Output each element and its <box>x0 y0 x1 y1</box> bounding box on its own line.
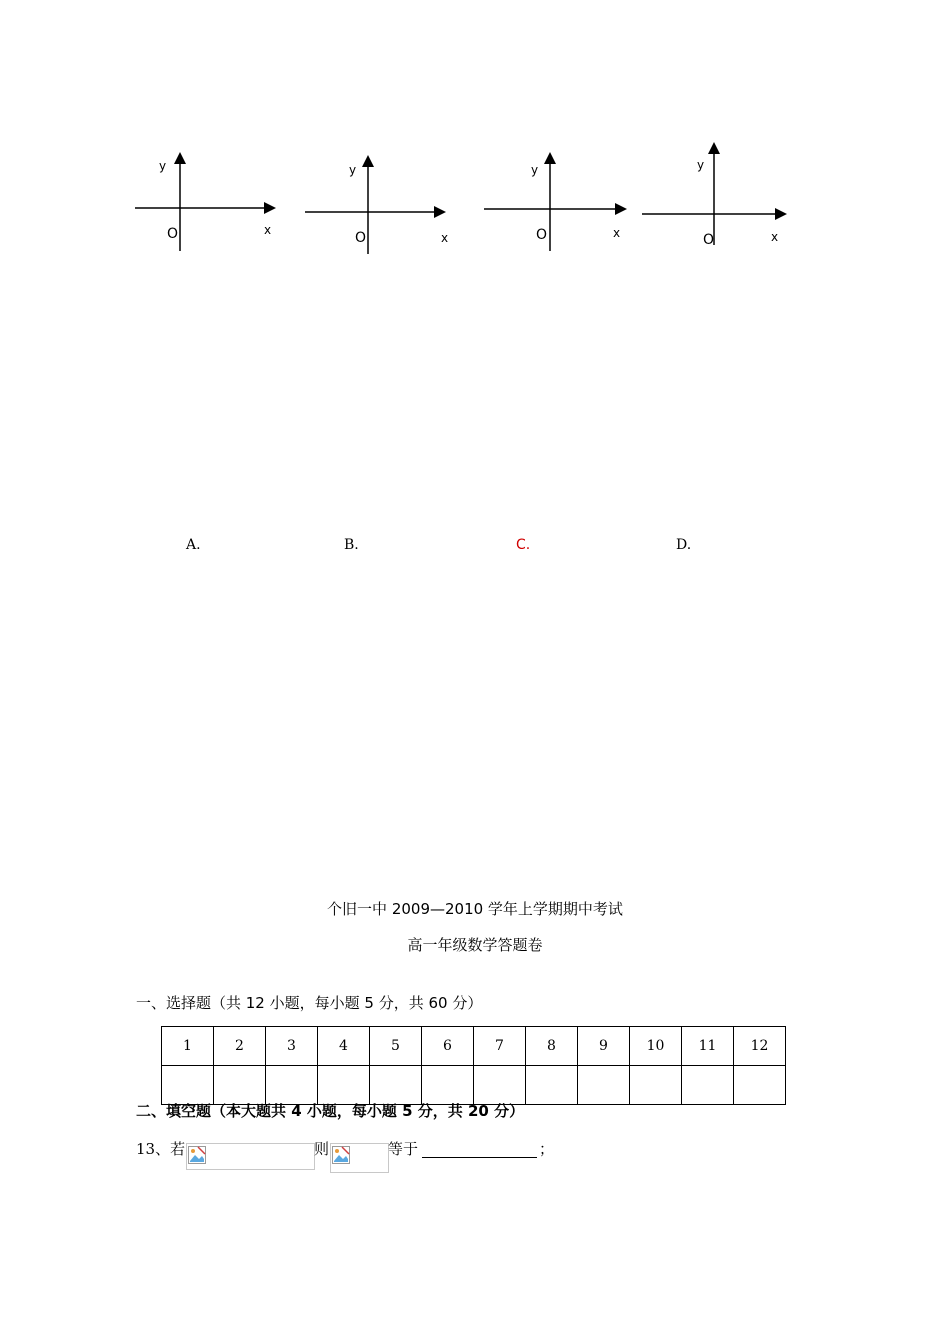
answer-table-header-row <box>162 1027 786 1066</box>
option-c: C. <box>516 537 531 553</box>
question-13-middle: 则 <box>314 1140 330 1158</box>
answer-table-answer-row <box>162 1066 786 1105</box>
origin-label: O <box>355 230 367 246</box>
question-number-cell: 6 <box>422 1027 474 1066</box>
answer-cell[interactable] <box>578 1066 630 1105</box>
answer-cell[interactable] <box>162 1066 214 1105</box>
question-number-cell: 4 <box>318 1027 370 1066</box>
question-number-cell: 5 <box>370 1027 422 1066</box>
question-13-end: ； <box>539 1140 555 1158</box>
option-a: A. <box>186 537 201 553</box>
coordinate-graph-2 <box>300 148 460 263</box>
coordinate-graph-3 <box>480 145 640 260</box>
answer-cell[interactable] <box>422 1066 474 1105</box>
answer-cell[interactable] <box>734 1066 786 1105</box>
question-number-cell: 7 <box>474 1027 526 1066</box>
question-13-number: 13、若 <box>136 1140 186 1158</box>
question-13-after: 等于 <box>388 1140 419 1158</box>
question-number-cell: 11 <box>682 1027 734 1066</box>
x-axis-label: x <box>264 223 272 237</box>
answer-cell[interactable] <box>370 1066 422 1105</box>
broken-image-icon <box>188 1146 206 1164</box>
formula-image-2 <box>330 1143 389 1173</box>
answer-blank-13[interactable] <box>422 1139 537 1158</box>
question-number-cell: 1 <box>162 1027 214 1066</box>
exam-subtitle: 高一年级数学答题卷 <box>407 936 543 954</box>
question-number-cell: 12 <box>734 1027 786 1066</box>
origin-label: O <box>536 227 548 243</box>
question-number-cell: 9 <box>578 1027 630 1066</box>
question-number-cell: 8 <box>526 1027 578 1066</box>
x-axis-label: x <box>771 230 779 244</box>
option-d: D. <box>676 537 692 553</box>
question-number-cell: 3 <box>266 1027 318 1066</box>
answer-cell[interactable] <box>318 1066 370 1105</box>
y-axis-label: y <box>159 159 167 173</box>
answer-cell[interactable] <box>630 1066 682 1105</box>
origin-label: O <box>703 232 715 248</box>
question-number-cell: 10 <box>630 1027 682 1066</box>
coordinate-graph-1 <box>130 145 290 260</box>
y-axis-label: y <box>697 158 705 172</box>
answer-table <box>161 1026 786 1105</box>
y-axis-label: y <box>531 163 539 177</box>
answer-cell[interactable] <box>266 1066 318 1105</box>
broken-image-icon <box>332 1146 350 1164</box>
exam-title: 个旧一中 2009—2010 学年上学期期中考试 <box>327 900 623 918</box>
answer-cell[interactable] <box>474 1066 526 1105</box>
x-axis-label: x <box>441 231 449 245</box>
option-b: B. <box>344 537 359 553</box>
question-number-cell: 2 <box>214 1027 266 1066</box>
origin-label: O <box>167 226 179 242</box>
answer-cell[interactable] <box>682 1066 734 1105</box>
x-axis-label: x <box>613 226 621 240</box>
answer-cell[interactable] <box>214 1066 266 1105</box>
y-axis-label: y <box>349 163 357 177</box>
section2-heading: 二、填空题（本大题共 4 小题，每小题 5 分，共 20 分） <box>136 1102 525 1120</box>
answer-cell[interactable] <box>526 1066 578 1105</box>
formula-image-1 <box>186 1143 315 1170</box>
section1-heading: 一、选择题（共 12 小题，每小题 5 分，共 60 分） <box>136 994 483 1012</box>
